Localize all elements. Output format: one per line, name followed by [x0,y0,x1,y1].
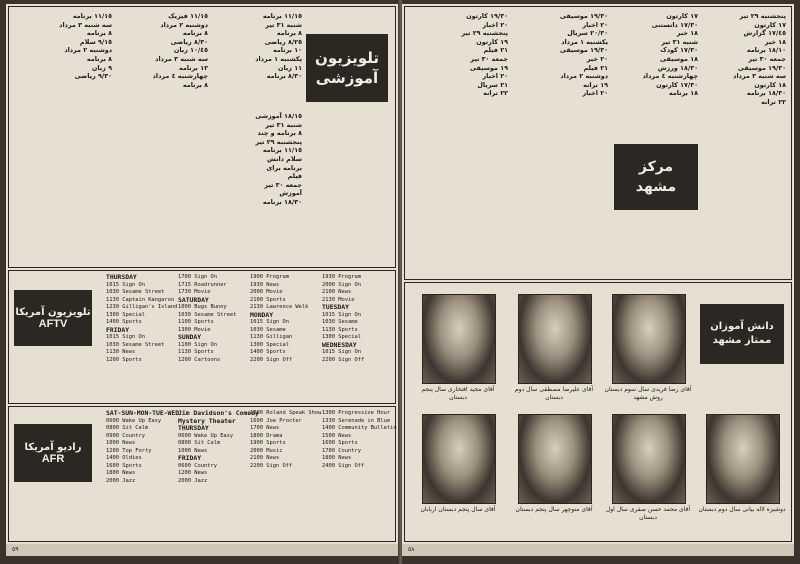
schedule-line: چهارشنبه ٤ مرداد [152,72,208,81]
schedule-line: 2000 Music [250,447,283,454]
edu-tv-title: تلويزيون آموزشی [306,34,388,102]
schedule-line: 1200 Sports [106,356,142,363]
mashhad-column-3 [512,12,608,274]
schedule-line: ١٨/٣٠ برنامه [746,89,786,98]
student-caption-2: آقای عليرضا مصطفی سال دوم دبستان [514,386,594,401]
left-footer [6,544,398,556]
students-title: دانش آموزان ممتاز مشهد [700,304,784,364]
schedule-line: سه شنبه ٣ مرداد [59,20,112,29]
schedule-line: ١٧/٣٠ دانستنی [651,20,698,29]
schedule-line: 1715 Roadrunner [178,281,227,288]
aftv-column-4 [322,274,392,398]
student-photo-6 [518,414,592,504]
schedule-line: 1330 Serenade in Blue [322,417,391,424]
schedule-line: 1015 Sign On [250,319,289,325]
schedule-line: 1700 News [250,425,280,431]
schedule-line: Jim Davidson's Comedy [178,409,259,417]
schedule-line: 0600 Wake Up Easy [178,432,234,439]
schedule-line: 1030 Sesame Street [106,341,165,348]
aftv-title-en: AFTV [38,317,68,330]
schedule-line: ٢٢ ترانه [483,89,508,98]
schedule-line: 1230 Gilligan's Island [106,304,178,310]
schedule-line: 1130 Gilligan [250,334,293,340]
schedule-line: 1800 Drama [250,432,283,439]
schedule-line: سه شنبه ٣ مرداد [155,54,208,63]
schedule-line: ٢٠ اخبار [582,20,608,29]
schedule-line: ١٩/٣٠ كارتون [466,12,508,20]
schedule-line: 2200 Sign Off [250,462,293,469]
schedule-line: 1200 Cartoons [178,356,221,363]
schedule-line: ١٠/٤٥ زبان [173,46,208,55]
student-photo-3 [422,294,496,384]
schedule-line: FRIDAY [106,325,130,334]
schedule-line: ١٨ موسيقی [660,54,698,63]
mashhad-column-2 [614,12,698,140]
schedule-line: 1030 Sesame Street [178,311,237,318]
schedule-line: 1400 Sports [250,349,286,355]
schedule-line: 1130 Sports [322,326,358,333]
afr-title [14,424,92,482]
student-caption-4: دوشيزه لاله بيانی سال دوم دبستان [698,506,786,513]
student-photo-4 [706,414,780,504]
left-page-number: ٥٩ [12,546,19,553]
schedule-line: 1200 Top Forty [106,447,152,454]
schedule-line: 0600 Country [178,462,217,469]
student-caption-7: آقای سال پنجم دبستان اربابان [420,506,496,513]
schedule-line: 1130 Sports [178,349,214,355]
schedule-line: ٢٠ خبر [586,54,608,63]
schedule-line: 1400 Sports [106,319,142,325]
schedule-line: ١٩ موسيقی [470,63,508,72]
schedule-line: ١٩/٣٠ موسيقی [559,12,608,20]
schedule-line: 2130 Lawrence Welk [250,304,309,310]
schedule-line: 2100 Sports [250,296,286,303]
schedule-line: 1930 Program [322,274,361,280]
schedule-line: ١٧ كارتون [666,12,698,20]
student-photo-2 [518,294,592,384]
schedule-line: ١٢ برنامه [178,63,208,72]
schedule-line: ١٨ خبر [764,37,786,46]
schedule-line: ١١/١٥ برنامه [262,12,302,20]
schedule-line: 1300 Special [322,334,361,340]
schedule-line: ٨ برنامه [86,54,112,63]
schedule-line: 1700 Country [322,447,361,454]
schedule-line: ١٨/٣٠ ورزش [657,63,698,72]
student-caption-3: آقای مجيد افتخاری سال پنجم دبستان [421,386,495,401]
schedule-line: ٨/٢٥ رياضی [264,37,302,46]
schedule-line: 1300 Special [250,341,289,348]
aftv-title [14,290,92,346]
schedule-line: ٢١ سريال [477,80,508,89]
schedule-line: 1130 News [106,349,136,355]
schedule-line: ١١/١٥ برنامه [262,146,302,155]
schedule-line: 1400 Community Bulletin [322,425,397,431]
schedule-line: 1000 News [106,440,136,446]
schedule-line: FRIDAY [178,454,202,462]
schedule-line: 2130 Movie [322,296,355,303]
schedule-line: سه شنبه ٣ مرداد [733,72,786,81]
schedule-line: 1500 News [322,432,352,439]
schedule-line: آموزش [279,189,302,198]
schedule-line: ١٧/٣٠ كارتون [656,80,698,89]
schedule-line: ١٨ كارتون [754,80,786,89]
schedule-line: 1200 News [178,470,208,476]
schedule-line: 2000 Jazz [106,477,136,484]
schedule-line: جمعه ٣٠ تير [748,54,786,63]
schedule-line: ١٩/٣٠ موسيقی [737,63,786,72]
schedule-line: ٨ برنامه [182,80,208,89]
schedule-line: 1015 Sign On [322,349,361,355]
schedule-line: 2000 Jazz [178,477,208,484]
schedule-line: 0900 Country [106,432,145,439]
schedule-line: ٨ برنامه و چند [257,129,302,138]
schedule-line: دوشنبه ٢ مرداد [160,20,208,29]
schedule-line: THURSDAY [106,273,137,281]
schedule-line: ١٧/٣٠ كودک [660,46,698,55]
schedule-line: 1300 Movie [178,326,211,333]
student-photo-7 [422,414,496,504]
schedule-line: MONDAY [250,310,274,319]
schedule-line: 1730 Movie [178,289,211,295]
schedule-line: دوشنبه ٢ مرداد [560,72,608,81]
right-page [402,4,794,556]
schedule-line: ٢٠ اخبار [482,72,508,81]
schedule-line: ٨ برنامه [86,29,112,38]
schedule-line: 1000 News [178,447,208,454]
schedule-line: فيلم [287,172,302,181]
schedule-line: 0800 Sit Calm [106,425,149,431]
schedule-line: 1900 Program [250,274,289,280]
afr-column-4 [322,410,397,536]
schedule-line: 1030 Sesame [322,319,358,325]
edu-tv-column-1 [212,112,302,262]
schedule-line: 1800 News [106,470,136,476]
schedule-line: 1015 Sign On [322,311,361,318]
schedule-line: ١٠ برنامه [272,46,302,55]
schedule-line: ٢٢ ترانه [761,97,786,106]
schedule-line: ١١/١٥ فيزيک [168,12,208,20]
schedule-line: 1300 Special [106,311,145,318]
schedule-line: ١٧ كارتون [754,20,786,29]
schedule-line: جمعه ٣٠ تير [470,54,508,63]
afr-column-2 [178,409,259,536]
student-caption-6: آقای منوچهر سال پنجم دبستان [515,506,593,513]
schedule-line: ١٧/٤٥ گزارش [743,29,786,38]
schedule-line: 1930 News [250,281,280,288]
schedule-line: ١١/١٥ برنامه [72,12,112,20]
right-page-number: ٥٨ [408,546,415,553]
schedule-line: 1130 Captain Kangaroo [106,296,175,303]
schedule-line: WEDNESDAY [322,340,357,349]
schedule-line: پنجشنبه ٢٩ تير [461,29,508,38]
schedule-line: 2200 Sign Off [322,356,365,363]
schedule-line: 0800 Sit Calm [178,440,221,446]
schedule-line: ٨/٣٠ رياضی [170,37,208,46]
schedule-line: ١٨/١٠ برنامه [746,46,786,55]
schedule-line: THURSDAY [178,424,209,432]
aftv-title-fa: تلويزيون آمريكا [15,306,91,318]
schedule-line: 1100 Sports [178,319,214,325]
schedule-line: ١١ زبان [278,63,302,72]
schedule-line: 1015 Sign On [106,281,145,288]
right-footer [402,544,794,556]
aftv-column-3 [250,274,320,398]
schedule-line: يكشنبه ١ مرداد [255,54,302,63]
schedule-line: شنبه ٣١ تير [265,20,302,29]
schedule-line: 1600 Sports [322,440,358,446]
schedule-line: ١٨ خبر [676,29,698,38]
schedule-line: SAT-SUN-MON-TUE-WED [106,409,180,417]
schedule-line: جمعه ٣٠ تير [264,180,302,189]
schedule-line: ١٨/١٥ آموزشی [255,112,302,120]
schedule-line: 1300 Progressive Hour [322,410,391,416]
schedule-line: دوشنبه ٢ مرداد [64,46,112,55]
schedule-line: 1030 Sesame Street [106,289,165,295]
schedule-line: 1600 Sports [106,462,142,469]
schedule-line: 1000 Bugs Bunny [178,304,227,310]
schedule-line: 1900 Sports [250,440,286,446]
schedule-line: ١٨/٣٠ برنامه [262,197,302,206]
schedule-line: TUESDAY [322,303,349,311]
schedule-line: ٩/١٥ سلام [79,37,112,46]
edu-tv-column-3 [116,12,208,262]
schedule-line: چهارشنبه ٤ مرداد [642,72,698,81]
afr-column-1 [106,409,180,536]
schedule-line: 2100 News [250,455,280,461]
student-photo-5 [612,414,686,504]
schedule-line: ٩ زبان [91,63,112,72]
schedule-line: 2200 Sign Off [250,356,293,363]
schedule-line: ٢٠ اخبار [582,89,608,98]
schedule-line: ٩/٣٠ رياضی [74,72,112,81]
schedule-line: ٢١ فيلم [583,63,608,72]
schedule-line: شنبه ٣١ تير [661,37,698,46]
schedule-line: ٢٠ اخبار [482,20,508,29]
afr-column-3 [250,410,320,536]
schedule-line: 1600 Joe Procter [250,417,302,424]
schedule-line: 1015 Sign On [106,334,145,340]
schedule-line: ١٩ ترانه [583,80,608,89]
schedule-line: ١٩ كارتون [476,37,508,46]
aftv-column-2 [178,274,248,398]
schedule-line: سلام دانش [267,154,302,163]
schedule-line: 1400 Oldies [106,455,142,461]
edu-tv-column-4 [12,12,112,262]
schedule-line: 0600 Wake Up Easy [106,417,162,424]
schedule-line: 2400 Sign Off [322,462,365,469]
schedule-line: 2000 Sign On [322,281,361,288]
schedule-line: ٢١ فيلم [483,46,508,55]
schedule-line: ١٩/٣٠ موسيقی [559,46,608,55]
schedule-line: SUNDAY [178,333,202,341]
student-caption-5: آقای محمد حسن صفری سال اول دبستان [605,506,691,521]
schedule-line: 1030 Sesame [250,326,286,333]
schedule-line: ٨/٣٠ برنامه [266,72,302,81]
mashhad-column-1 [702,12,786,274]
schedule-line: SATURDAY [178,295,209,304]
student-caption-1: آقای رضا فريدی سال سوم دبستان روش مشهد [604,386,692,401]
schedule-line: ٨ برنامه [276,29,302,38]
schedule-line: 2100 News [322,289,352,295]
schedule-line: پنجشنبه ٢٩ تير [255,137,302,146]
schedule-line: شنبه ٣١ تير [265,120,302,129]
aftv-column-1 [106,274,176,398]
schedule-line: 1800 News [322,455,352,461]
schedule-line: ١٨ برنامه [668,89,698,98]
afr-title-en: AFR [41,452,65,465]
mashhad-title: مركز مشهد [614,144,698,210]
student-photo-1 [612,294,686,384]
schedule-line: برنامه برای [266,163,302,172]
schedule-line: 1700 Sign On [178,274,217,280]
schedule-line: ٨ برنامه [182,29,208,38]
afr-title-fa: راديو آمريكا [24,441,82,453]
schedule-line: يكشنبه ١ مرداد [561,37,608,46]
mashhad-column-4 [410,12,508,274]
schedule-line: 1100 Sign On [178,341,217,348]
schedule-line: پنجشنبه ٢٩ تير [739,12,786,20]
edu-tv-column-2 [216,12,302,102]
schedule-line: 2000 Movie [250,289,283,295]
schedule-line: 1500 Roland Speak Show [250,410,322,416]
left-page [6,4,398,556]
schedule-line: ٢٠/٣٠ سريال [567,29,608,38]
schedule-line: Mystery Theater [178,416,236,425]
